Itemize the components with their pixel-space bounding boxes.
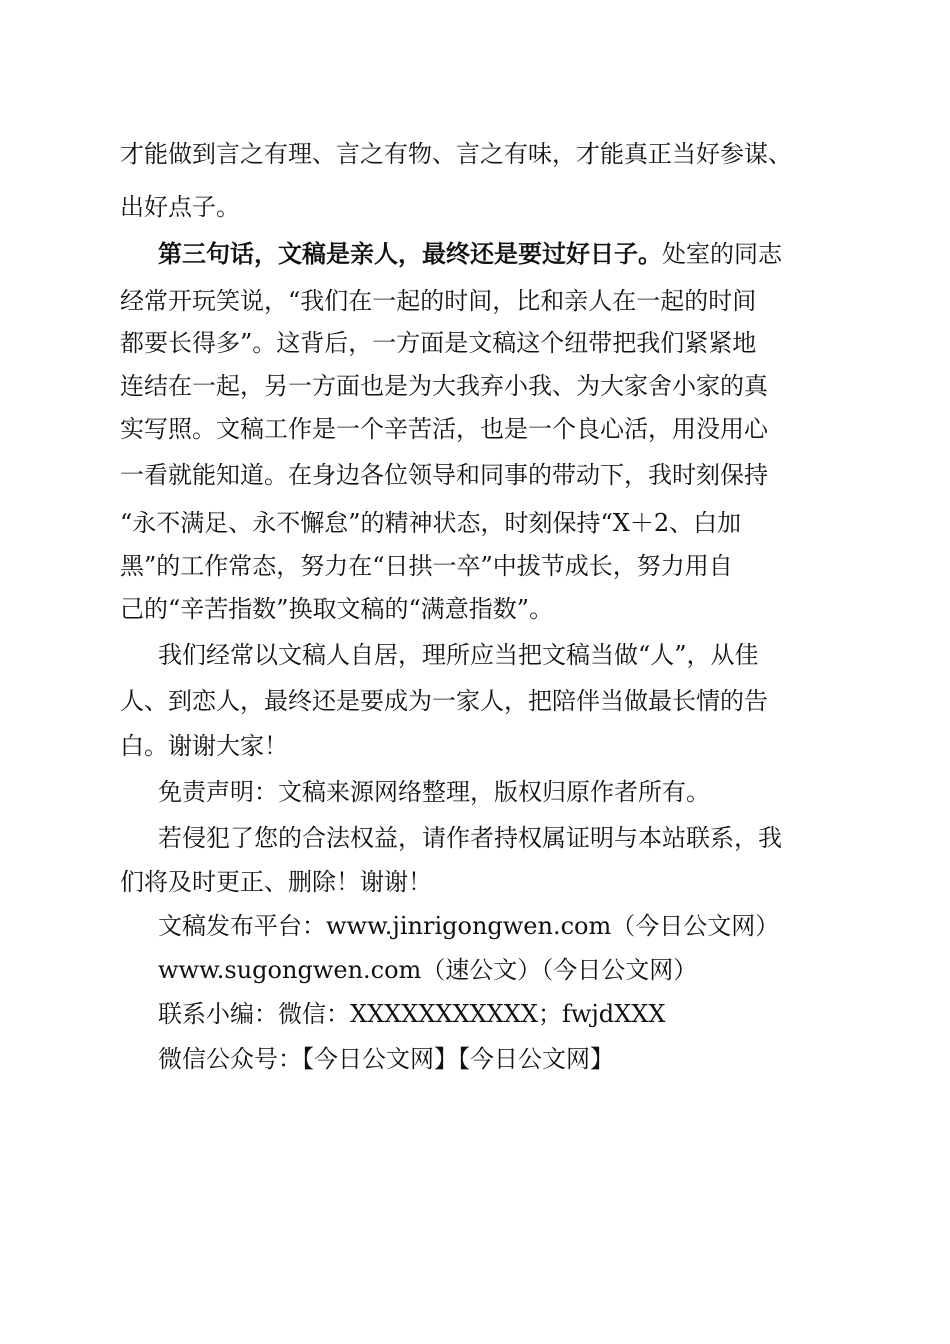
section3-line: 连结在一起，另一方面也是为大我弃小我、为大家舍小家的真 [120,372,768,400]
infringement-line-1: 若侵犯了您的合法权益，请作者持权属证明与本站联系，我 [158,824,782,852]
closing-line-2: 人、到恋人，最终还是要成为一家人，把陪伴当做最长情的告 [120,687,768,715]
intro-line-2: 出好点子。 [120,193,240,221]
section3-heading: 第三句话，文稿是亲人，最终还是要过好日子。 [158,239,662,268]
publish-platform: 文稿发布平台：www.jinrigongwen.com（今日公文网） [158,912,780,940]
section3-line: 都要长得多”。这背后，一方面是文稿这个纽带把我们紧紧地 [120,329,757,357]
section3-line: 经常开玩笑说，“我们在一起的时间，比和亲人在一起的时间 [120,287,757,315]
section3-line: 黑”的工作常态，努力在“日拱一卒”中拔节成长，努力用自 [120,552,733,580]
contact-editor: 联系小编：微信：XXXXXXXXXXX；fwjdXXX [158,1000,666,1028]
section3-line: 一看就能知道。在身边各位领导和同事的带动下，我时刻保持 [120,461,768,489]
publish-platform-2: www.sugongwen.com（速公文）（今日公文网） [158,956,698,984]
infringement-line-2: 们将及时更正、删除！谢谢！ [120,868,432,896]
intro-line-1: 才能做到言之有理、言之有物、言之有味，才能真正当好参谋、 [120,140,792,168]
closing-line-3: 白。谢谢大家！ [120,732,288,760]
section3-line: 己的“辛苦指数”换取文稿的“满意指数”。 [120,595,554,623]
section3-line: 实写照。文稿工作是一个辛苦活，也是一个良心活，用没用心 [120,415,768,443]
section3-line1-rest: 处室的同志 [662,240,782,268]
closing-line-1: 我们经常以文稿人自居，理所应当把文稿当做“人”，从佳 [158,641,759,669]
section3-line: “永不满足、永不懈怠”的精神状态，时刻保持“X＋2、白加 [120,509,742,537]
disclaimer: 免责声明：文稿来源网络整理，版权归原作者所有。 [158,778,710,806]
section3-first-line [158,236,782,272]
official-account: 微信公众号：【今日公文网】【今日公文网】 [158,1045,614,1073]
